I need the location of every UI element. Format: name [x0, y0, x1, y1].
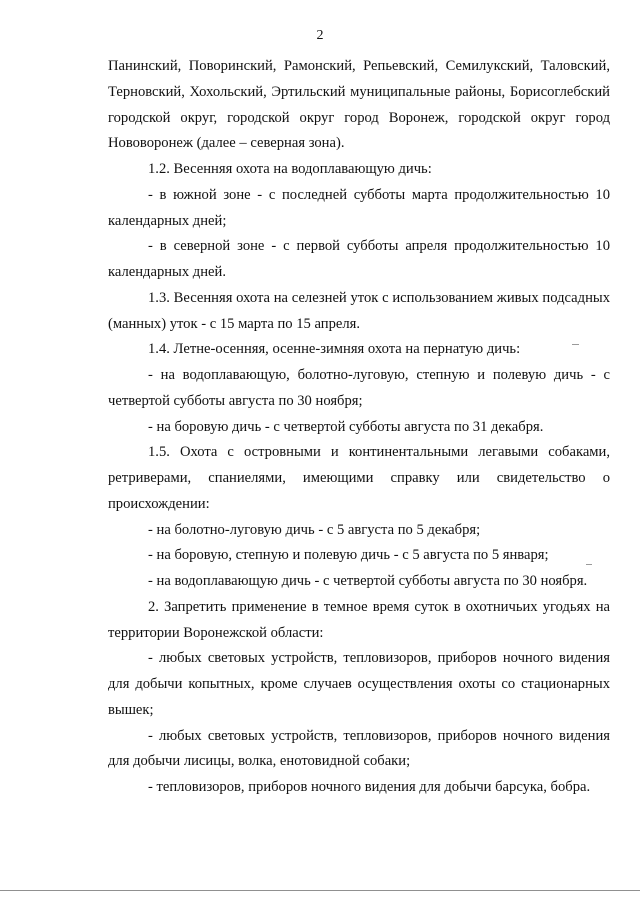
scan-speck — [586, 564, 592, 565]
paragraph-predators-ban: - любых световых устройств, тепловизоров, приборов ночного видения для добычи лисицы, волка, енотовидной собаки; — [108, 727, 610, 770]
paragraph-waterfowl-game: - на водоплавающую, болотно-луговую, степную и полевую дичь - с четвертой субботы августа по 30 ноября; — [108, 367, 610, 409]
paragraph-district-list: Панинский, Поворинский, Рамонский, Репьевский, Семилукский, Таловский, Терновский, Хохольский, Эртильский муниципальные районы, Борисоглебский городской округ, городской округ город Воронеж, городской округ город Нововоронеж (далее – северная зона). — [108, 58, 610, 152]
paragraph-ungulates-ban: - любых световых устройств, тепловизоров, приборов ночного видения для добычи копытных, кроме случаев осуществления охоты со стационарных вышек; — [108, 650, 610, 718]
paragraph-waterfowl-dogs: - на водоплавающую дичь - с четвертой субботы августа по 30 ноября. — [148, 573, 588, 589]
paragraph-south-zone: - в южной зоне - с последней субботы марта продолжительностью 10 календарных дней; — [108, 186, 610, 229]
paragraph-marsh-meadow-game: - на болотно-луговую дичь - с 5 августа по 5 декабря; — [148, 521, 481, 538]
paragraph-north-zone: - в северной зоне - с первой субботы апреля продолжительностью 10 календарных дней. — [108, 238, 610, 280]
paragraph-1-5-heading: 1.5. Охота с островными и континентальными легавыми собаками, ретриверами, спаниелями, имеющими справку или свидетельство о происхождении: — [108, 444, 610, 512]
scan-speck — [572, 344, 579, 345]
paragraph-forest-steppe-field-game: - на боровую, степную и полевую дичь - с 5 августа по 5 января; — [148, 547, 549, 564]
bottom-scan-rule — [0, 890, 640, 891]
paragraph-1-3: 1.3. Весенняя охота на селезней уток с использованием живых подсадных (манных) уток - с 15 марта по 15 апреля. — [108, 289, 610, 332]
page-number: 2 — [316, 28, 324, 43]
paragraph-1-2-heading: 1.2. Весенняя охота на водоплавающую дичь: — [148, 161, 432, 177]
paragraph-2-heading: 2. Запретить применение в темное время суток в охотничьих угодьях на территории Воронежской области: — [108, 598, 610, 641]
paragraph-badger-beaver-ban: - тепловизоров, приборов ночного видения для добычи барсука, бобра. — [148, 779, 591, 795]
paragraph-1-4-heading: 1.4. Летне-осенняя, осенне-зимняя охота на пернатую дичь: — [148, 341, 521, 358]
document-body — [108, 54, 610, 801]
paragraph-forest-game: - на боровую дичь - с четвертой субботы августа по 31 декабря. — [148, 418, 544, 435]
